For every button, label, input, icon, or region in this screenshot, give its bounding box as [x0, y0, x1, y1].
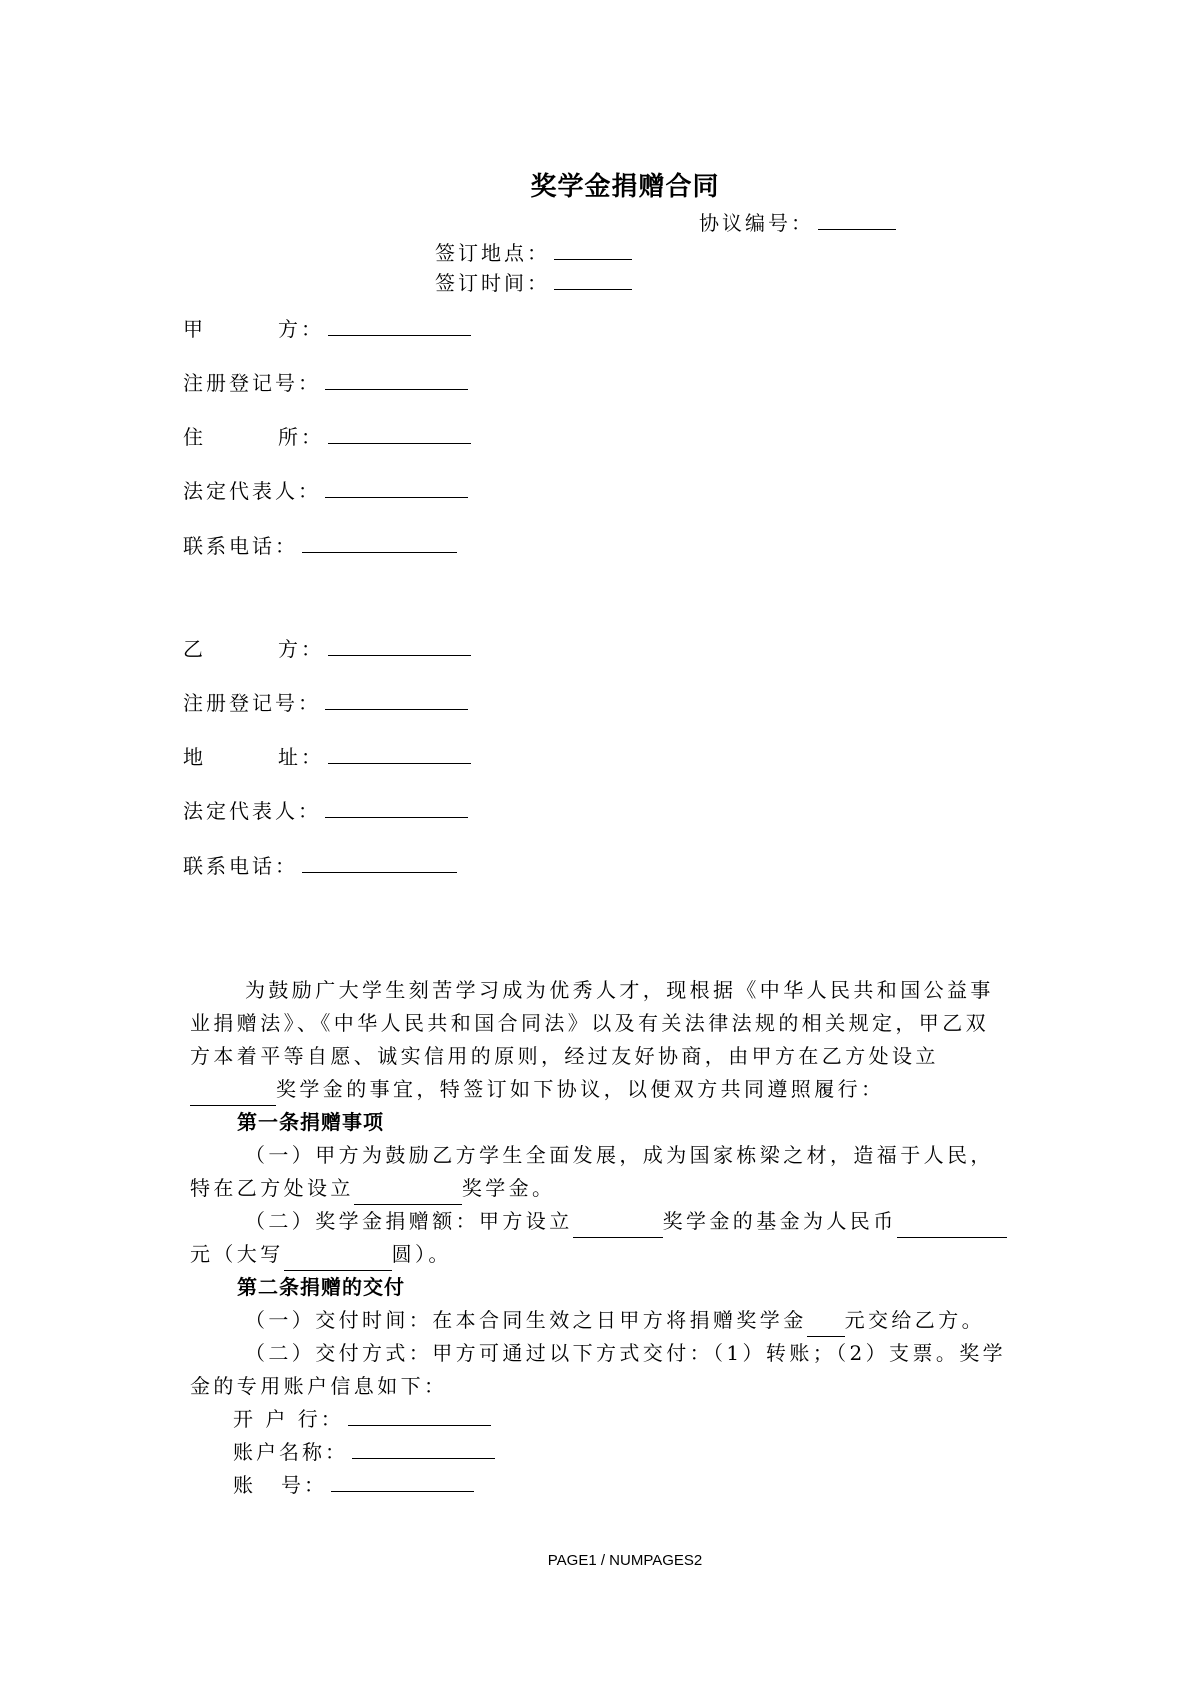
article-1-item-2-text-1: （二）奖学金捐赠额：甲方设立: [245, 1209, 573, 1233]
article-2-heading: 第二条捐赠的交付: [237, 1275, 405, 1299]
agreement-number-line: [699, 207, 896, 236]
article-2-item-1: [190, 1304, 1010, 1337]
agreement-number-label: 协议编号：: [699, 211, 814, 235]
scholarship-name-blank-1: [190, 1083, 276, 1106]
party-b-address-blank: [328, 743, 471, 764]
party-b-reg-blank: [325, 689, 468, 710]
party-b-reg-line: [183, 687, 468, 716]
party-a-address-label-1: 住: [183, 425, 203, 449]
party-b-address-label-2: 址：: [278, 745, 324, 769]
party-b-legal-rep-blank: [325, 797, 468, 818]
sign-time-label: 签订时间：: [435, 271, 550, 295]
party-b-phone-blank: [302, 852, 457, 873]
sign-place-line: [435, 237, 632, 266]
account-number-blank: [331, 1471, 474, 1492]
account-name-line: [190, 1436, 1010, 1469]
page-number-footer: PAGE1 / NUMPAGES2: [547, 1552, 703, 1569]
party-a-phone-blank: [302, 532, 457, 553]
account-number-line: [190, 1469, 1010, 1502]
party-a-reg-label: 注册登记号：: [183, 371, 321, 395]
account-number-label-1: 账: [233, 1473, 256, 1497]
party-b-name-label-1: 乙: [183, 637, 203, 661]
document-title: 奖学金捐赠合同: [530, 172, 720, 202]
party-b-legal-rep-line: [183, 795, 468, 824]
delivery-amount-blank: [807, 1314, 845, 1337]
article-1-item-1: [190, 1139, 1010, 1205]
account-name-blank: [352, 1438, 495, 1459]
sign-time-blank: [554, 269, 632, 290]
bank-label: 开 户 行：: [233, 1407, 344, 1431]
article-1-item-2-text-4: 圆）。: [391, 1242, 452, 1266]
party-b-reg-label: 注册登记号：: [183, 691, 321, 715]
party-b-address-line: [183, 741, 471, 770]
party-b-address-label-1: 地: [183, 745, 203, 769]
preamble-paragraph: [190, 974, 1010, 1106]
party-a-phone-line: [183, 530, 457, 559]
article-2-item-1-text-1: （一）交付时间：在本合同生效之日甲方将捐赠奖学金: [245, 1308, 807, 1332]
scholarship-name-blank-3: [573, 1215, 663, 1238]
article-1-item-2: [190, 1205, 1010, 1271]
article-1-item-2-text-3: 元（大写: [190, 1242, 284, 1266]
sign-place-blank: [554, 239, 632, 260]
party-a-legal-rep-label: 法定代表人：: [183, 479, 321, 503]
article-1-item-1-text-1: （一）甲方为鼓励乙方学生全面发展，成为国家栋梁之材，造福于人民，特在乙方处设立: [190, 1143, 994, 1200]
agreement-number-blank: [818, 209, 896, 230]
article-2-item-2: （二）交付方式：甲方可通过以下方式交付：（1）转账；（2）支票。奖学金的专用账户信息如下：: [190, 1341, 1007, 1398]
party-b-phone-line: [183, 850, 457, 879]
preamble-text-1: 为鼓励广大学生刻苦学习成为优秀人才，现根据《中华人民共和国公益事业捐赠法》、《中华人民共和国合同法》以及有关法律法规的相关规定，甲乙双方本着平等自愿、诚实信用的原则，经过友好协商，由甲方在乙方处设立: [190, 978, 994, 1068]
party-a-legal-rep-blank: [325, 477, 468, 498]
party-a-name-label-2: 方：: [278, 317, 324, 341]
article-2-item-1-text-2: 元交给乙方。: [844, 1308, 986, 1332]
party-a-address-line: [183, 421, 471, 450]
article-1-heading: 第一条捐赠事项: [237, 1110, 384, 1134]
party-a-name-line: [183, 313, 471, 342]
party-a-reg-line: [183, 367, 468, 396]
bank-blank: [348, 1405, 491, 1426]
party-b-name-line: [183, 633, 471, 662]
party-b-legal-rep-label: 法定代表人：: [183, 799, 321, 823]
party-a-name-blank: [328, 315, 471, 336]
party-a-address-label-2: 所：: [278, 425, 324, 449]
article-1-item-1-text-2: 奖学金。: [461, 1176, 556, 1200]
bank-line: [190, 1403, 1010, 1436]
fund-amount-blank: [897, 1215, 1007, 1238]
sign-place-label: 签订地点：: [435, 241, 550, 265]
scholarship-name-blank-2: [354, 1182, 462, 1205]
party-a-reg-blank: [325, 369, 468, 390]
account-name-label: 账户名称：: [233, 1440, 348, 1464]
article-1-item-2-text-2: 奖学金的基金为人民币: [662, 1209, 897, 1233]
contract-body: [190, 974, 1010, 1502]
party-b-phone-label: 联系电话：: [183, 854, 298, 878]
party-a-phone-label: 联系电话：: [183, 534, 298, 558]
sign-time-line: [435, 267, 632, 296]
party-b-name-blank: [328, 635, 471, 656]
party-b-name-label-2: 方：: [278, 637, 324, 661]
account-number-label-2: 号：: [281, 1473, 327, 1497]
party-a-legal-rep-line: [183, 475, 468, 504]
fund-amount-capital-blank: [284, 1248, 392, 1271]
party-a-address-blank: [328, 423, 471, 444]
preamble-text-2: 奖学金的事宜，特签订如下协议，以便双方共同遵照履行：: [276, 1077, 885, 1101]
party-a-name-label-1: 甲: [183, 317, 203, 341]
